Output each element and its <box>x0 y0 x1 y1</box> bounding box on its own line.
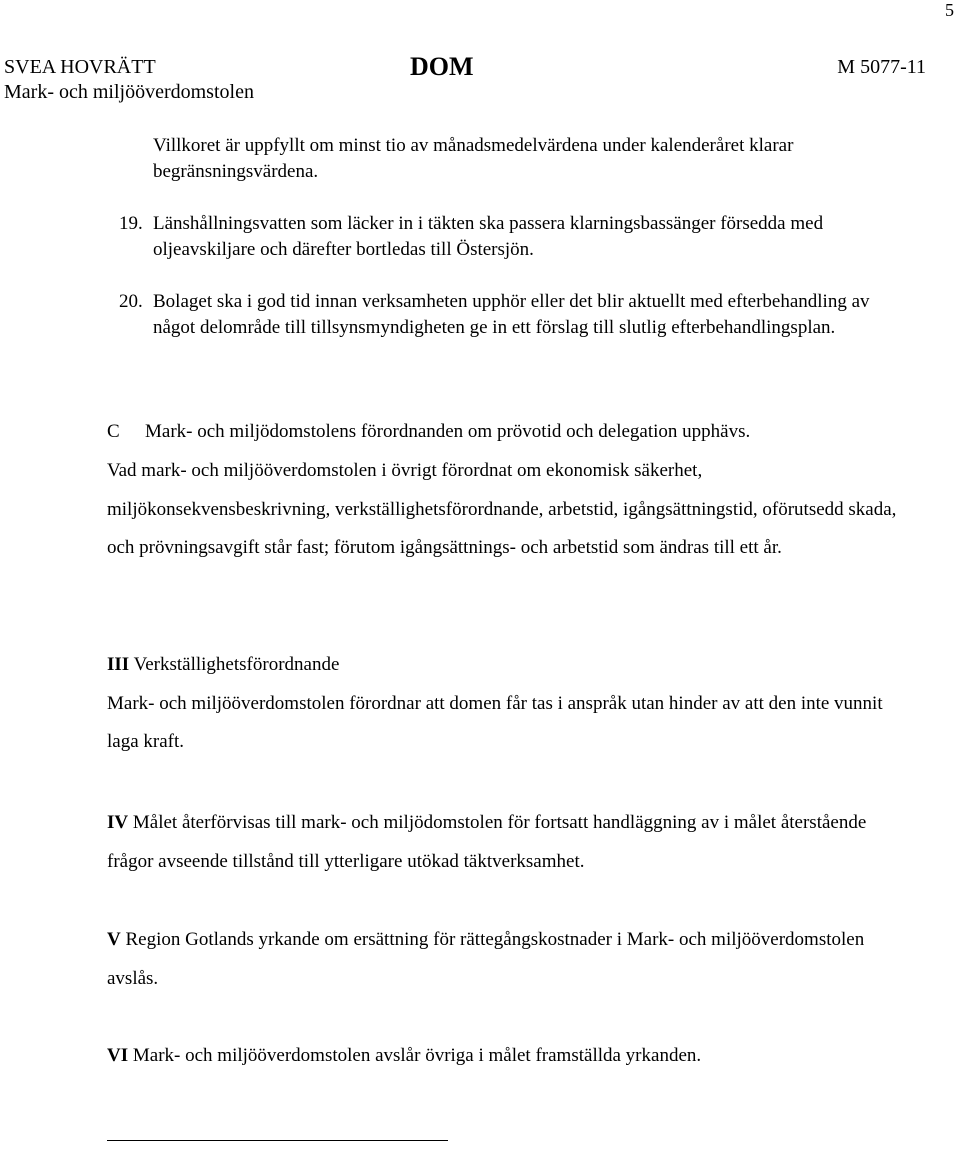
section-c-label: C <box>107 421 120 442</box>
item-text: Bolaget ska i god tid innan verksamheten upphör eller det blir aktuellt med efterbehandling av något delområde till tillsynsmyndigheten ge in ett förslag till slutlig efterbehandlingsplan. <box>153 291 870 338</box>
condition-text: Villkoret är uppfyllt om minst tio av månadsmedelvärdena under kalenderåret klarar begränsningsvärdena. <box>153 135 794 182</box>
section-v-numeral: V <box>107 929 121 950</box>
court-name: SVEA HOVRÄTT <box>4 56 156 78</box>
section-vi-numeral: VI <box>107 1045 129 1066</box>
remaining-text: Vad mark- och miljööverdomstolen i övrigt förordnat om ekonomisk säkerhet, miljökonsekvensbeskrivning, verkställighetsförordnande, arbetstid, igångsättningstid, oförutsedd skada, och prövningsavgift står fast; förutom igångsättnings- och arbetstid som ändras till ett år. <box>107 460 897 558</box>
signature-line <box>107 1140 448 1141</box>
section-iii-numeral: III <box>107 654 130 675</box>
section-iv <box>107 804 867 881</box>
section-iv-numeral: IV <box>107 812 129 833</box>
court-division: Mark- och miljööverdomstolen <box>4 81 254 103</box>
section-vi-text: Mark- och miljööverdomstolen avslår övriga i målet framställda yrkanden. <box>132 1045 702 1066</box>
numbered-item-19 <box>119 211 879 263</box>
section-iii-heading <box>107 646 897 685</box>
section-v <box>107 921 867 998</box>
numbered-item-20 <box>119 289 879 341</box>
section-iii <box>107 646 897 762</box>
section-iii-text: Mark- och miljööverdomstolen förordnar att domen får tas i anspråk utan hinder av att den inte vunnit laga kraft. <box>107 692 883 752</box>
section-c-text: Mark- och miljödomstolens förordnanden om prövotid och delegation upphävs. <box>145 421 751 442</box>
page-number: 5 <box>945 0 954 20</box>
section-c <box>107 419 907 445</box>
case-number: M 5077-11 <box>837 56 926 78</box>
item-number: 20. <box>119 291 143 312</box>
section-iii-title: Verkställighetsförordnande <box>133 654 340 675</box>
section-iv-text: Målet återförvisas till mark- och miljödomstolen för fortsatt handläggning av i målet återstående frågor avseende tillstånd till ytterligare utökad täktverksamhet. <box>107 812 867 872</box>
remaining-decisions-paragraph <box>107 452 897 568</box>
item-text: Länshållningsvatten som läcker in i täkten ska passera klarningsbassänger försedda med oljeavskiljare och därefter bortledas till Östersjön. <box>153 213 824 260</box>
item-number: 19. <box>119 213 143 234</box>
section-v-text: Region Gotlands yrkande om ersättning för rättegångskostnader i Mark- och miljööverdomstolen avslås. <box>107 929 865 989</box>
document-type: DOM <box>410 52 474 81</box>
section-vi <box>107 1037 897 1076</box>
condition-paragraph <box>153 133 873 185</box>
document-header <box>4 52 926 107</box>
